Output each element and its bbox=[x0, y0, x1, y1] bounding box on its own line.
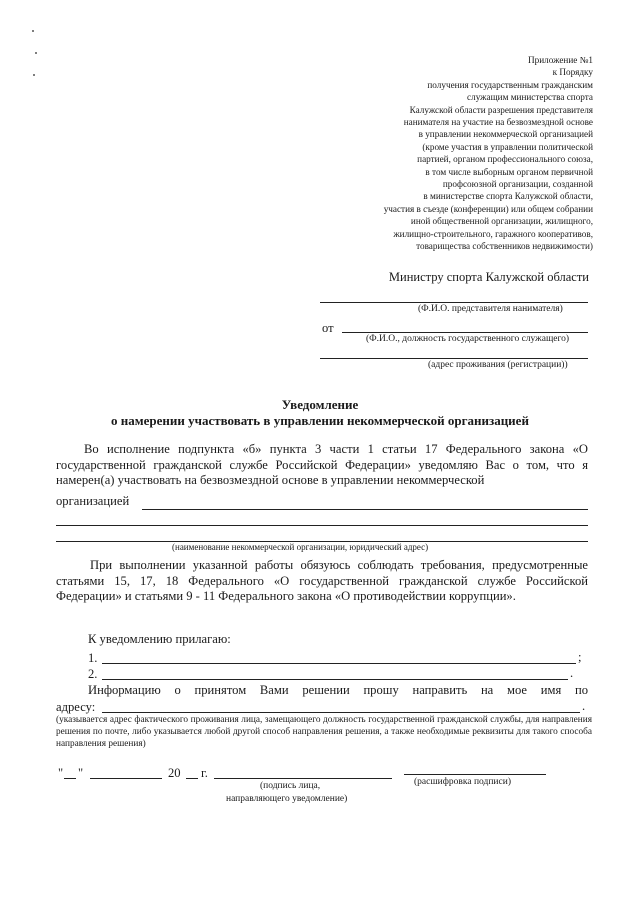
signature-field[interactable] bbox=[214, 766, 392, 779]
attachment-item-2-field[interactable] bbox=[102, 666, 568, 680]
appendix-line: к Порядку bbox=[552, 67, 593, 78]
appendix-line: в министерстве спорта Калужской области, bbox=[423, 191, 593, 202]
employee-name-field[interactable] bbox=[342, 318, 588, 333]
scan-speck bbox=[32, 30, 34, 32]
appendix-line: партией, органом профессионального союза, bbox=[417, 154, 593, 165]
attachment-item-number: 1. bbox=[88, 651, 98, 665]
appendix-line: жилищно-строительного, гаражного кооперативов, bbox=[393, 228, 593, 239]
date-quote-open: " bbox=[58, 766, 64, 780]
appendix-line: служащим министерства спорта bbox=[467, 92, 593, 103]
organization-field-line3[interactable] bbox=[56, 529, 588, 542]
appendix-line: товарищества собственников недвижимости) bbox=[416, 241, 593, 252]
decision-delivery-line: Информацию о принятом Вами решении прошу направить на мое имя по bbox=[88, 683, 588, 697]
address-note: (указывается адрес фактического проживания лица, замещающего должность государственной гражданской службы, для направления решения по почте, либо указывается любой другой способ направления решения, а также необходимые реквизиты для такого способа направления решения) bbox=[56, 715, 592, 750]
attachment-item-end: ; bbox=[578, 650, 582, 664]
organization-field-line2[interactable] bbox=[56, 513, 588, 526]
employee-address-field[interactable] bbox=[320, 346, 588, 359]
address-caption: (адрес проживания (регистрации)) bbox=[428, 360, 568, 370]
from-label: от bbox=[322, 321, 334, 335]
appendix-line: в том числе выборным органом первичной bbox=[425, 166, 593, 177]
appendix-line: иной общественной организации, жилищного, bbox=[410, 216, 593, 227]
signature-caption: (подпись лица, bbox=[260, 781, 321, 791]
date-year-prefix: 20 bbox=[168, 766, 181, 780]
delivery-address-field[interactable] bbox=[102, 699, 580, 713]
organization-field-line1[interactable] bbox=[142, 497, 588, 510]
date-year-suffix: г. bbox=[201, 766, 208, 780]
attachment-item-1-field[interactable] bbox=[102, 650, 576, 664]
attachment-item-end: . bbox=[570, 666, 574, 680]
address-label: адресу: bbox=[56, 700, 96, 714]
attachment-item-number: 2. bbox=[88, 667, 98, 681]
employer-caption: (Ф.И.О. представителя нанимателя) bbox=[418, 304, 563, 314]
appendix-line: получения государственным гражданским bbox=[427, 79, 593, 90]
scan-speck bbox=[35, 52, 37, 54]
date-year-field[interactable] bbox=[186, 766, 198, 779]
date-month-field[interactable] bbox=[90, 766, 162, 779]
appendix-line: (кроме участия в управлении политической bbox=[422, 141, 593, 152]
document-title: Уведомление bbox=[281, 397, 359, 412]
appendix-line: Приложение №1 bbox=[528, 55, 593, 65]
notice-paragraph: Во исполнение подпункта «б» пункта 3 части 1 статьи 17 Федерального закона «О государственной гражданской службе Российской Федерации» уведомляю Вас о том, что я намерен(а) участвовать на безвозмездной основе в управлении некоммерческой bbox=[56, 442, 588, 487]
employer-name-field[interactable] bbox=[320, 290, 588, 303]
address-end: . bbox=[582, 699, 586, 713]
scan-speck bbox=[33, 74, 35, 76]
appendix-line: участия в съезде (конференции) или общем собрании bbox=[383, 203, 593, 214]
appendix-line: профсоюзной организации, созданной bbox=[442, 179, 593, 190]
attachments-label: К уведомлению прилагаю: bbox=[88, 632, 231, 646]
obligation-paragraph: При выполнении указанной работы обязуюсь соблюдать требования, предусмотренные статьями 15, 17, 18 Федерального «О государственной гражданской службе Российской Федерации» и статьями 9 - 11 Федерального закона «О противодействии коррупции». bbox=[56, 558, 588, 603]
date-quote-close: " bbox=[78, 766, 84, 780]
appendix-header bbox=[343, 54, 593, 253]
document-subtitle: о намерении участвовать в управлении некоммерческой организацией bbox=[111, 413, 529, 428]
addressee-minister: Министру спорта Калужской области bbox=[388, 270, 589, 284]
signature-decoding-caption: (расшифровка подписи) bbox=[414, 777, 511, 787]
appendix-line: Калужской области разрешения представителя bbox=[409, 104, 593, 115]
appendix-line: нанимателя на участие на безвозмездной основе bbox=[403, 117, 593, 128]
organization-label: организацией bbox=[56, 494, 130, 508]
signature-caption-continued: направляющего уведомление) bbox=[226, 794, 348, 804]
date-day-field[interactable] bbox=[64, 766, 76, 779]
employee-caption: (Ф.И.О., должность государственного служащего) bbox=[366, 334, 570, 344]
organization-caption: (наименование некоммерческой организации, юридический адрес) bbox=[172, 542, 429, 552]
signature-decoding-field[interactable] bbox=[404, 762, 546, 775]
appendix-line: в управлении некоммерческой организацией bbox=[418, 129, 593, 140]
